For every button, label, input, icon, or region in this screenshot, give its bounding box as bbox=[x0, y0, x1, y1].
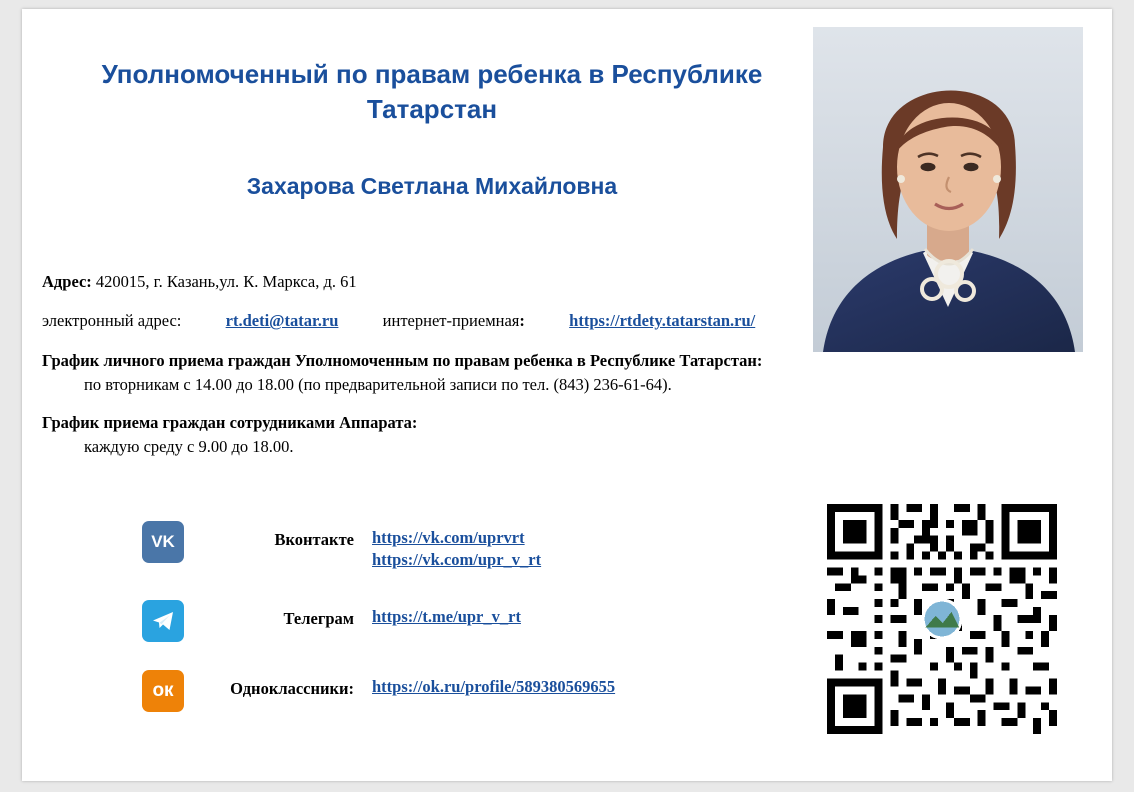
social-links-block bbox=[142, 521, 742, 740]
email-label: электронный адрес: bbox=[42, 311, 182, 331]
address-label: Адрес: bbox=[42, 272, 92, 291]
email-row bbox=[42, 310, 832, 332]
telegram-links bbox=[372, 600, 521, 628]
list-item bbox=[142, 600, 742, 642]
vk-links bbox=[372, 521, 541, 572]
odnoklassniki-icon[interactable] bbox=[142, 670, 184, 712]
document-page bbox=[22, 9, 1112, 781]
vk-link-2[interactable]: https://vk.com/upr_v_rt bbox=[372, 550, 542, 570]
qr-code[interactable] bbox=[827, 504, 1057, 734]
list-item bbox=[142, 521, 742, 572]
email-link[interactable]: rt.deti@tatar.ru bbox=[225, 311, 339, 331]
list-item bbox=[142, 670, 742, 712]
web-link[interactable]: https://rtdety.tatarstan.ru/ bbox=[569, 311, 756, 331]
title-block bbox=[62, 57, 802, 200]
web-colon: : bbox=[519, 311, 525, 331]
schedule-staff-text: каждую среду с 9.00 до 18.00. bbox=[84, 437, 294, 457]
address-row bbox=[42, 271, 832, 293]
vk-icon[interactable] bbox=[142, 521, 184, 563]
vk-label: Вконтакте bbox=[274, 530, 354, 549]
schedule-staff-heading: График приема граждан сотрудниками Аппарата: bbox=[42, 413, 418, 433]
address-value: 420015, г. Казань,ул. К. Маркса, д. 61 bbox=[91, 272, 357, 291]
vk-icon-text: VK bbox=[151, 532, 175, 551]
portrait-photo bbox=[813, 27, 1083, 352]
schedule-personal-text: по вторникам с 14.00 до 18.00 (по предварительной записи по тел. (843) 236-61-64). bbox=[84, 374, 672, 394]
odnoklassniki-link-1[interactable]: https://ok.ru/profile/589380569655 bbox=[372, 676, 616, 696]
telegram-link-1[interactable]: https://t.me/upr_v_rt bbox=[372, 606, 521, 626]
page-title: Уполномоченный по правам ребенка в Республике Татарстан bbox=[101, 59, 763, 125]
odnoklassniki-icon-text: ок bbox=[152, 679, 174, 701]
schedule-personal-heading: График личного приема граждан Уполномоченным по правам ребенка в Республике Татарстан: bbox=[42, 350, 763, 370]
odnoklassniki-links bbox=[372, 670, 615, 698]
telegram-icon[interactable] bbox=[142, 600, 184, 642]
web-label: интернет-приемная bbox=[382, 311, 520, 331]
odnoklassniki-label: Одноклассники: bbox=[230, 678, 354, 698]
vk-link-1[interactable]: https://vk.com/uprvrt bbox=[372, 528, 525, 547]
telegram-label: Телеграм bbox=[283, 608, 354, 628]
contact-block bbox=[42, 271, 832, 475]
person-name: Захарова Светлана Михайловна bbox=[246, 173, 618, 200]
